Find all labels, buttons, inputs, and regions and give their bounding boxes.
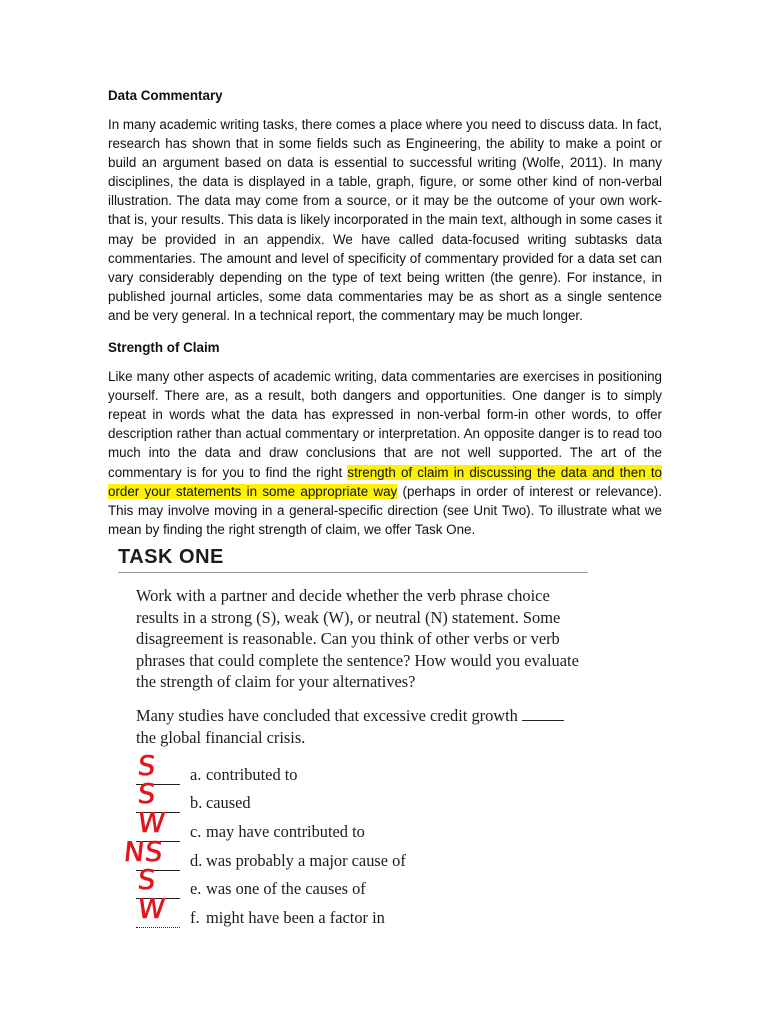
option-text: was probably a major cause of [206, 850, 406, 870]
handwritten-answer: S [136, 779, 157, 811]
document-body [108, 86, 662, 552]
prompt-text-before: Many studies have concluded that excessive credit growth [136, 705, 522, 725]
answer-options [122, 750, 588, 928]
paragraph-text-after: (perhaps in order of interest or relevance). This may involve moving in a general-specific direction (see Unit Two). To illustrate what we mean by finding the right strength of claim, we offer Task One. [108, 483, 662, 537]
option-text: was one of the causes of [206, 879, 366, 899]
option-text: might have been a factor in [206, 907, 385, 927]
prompt-text-after: the global financial crisis. [136, 727, 306, 747]
option-letter: e. [190, 879, 202, 899]
handwritten-answer: S [136, 750, 157, 782]
task-one-excerpt [118, 544, 588, 928]
handwritten-answer: NS [122, 836, 165, 868]
paragraph-text-before: Like many other aspects of academic writing, data commentaries are exercises in positioning yourself. There are, as a result, both dangers and opportunities. One danger is to simply repeat in words what the data has expressed in non-verbal form-in other words, to offer description rather than actual commentary or interpretation. An opposite danger is to read too much into the data and draw conclusions that are not well supported. The art of the commentary is for you to find the right [108, 369, 662, 480]
strength-of-claim-paragraph [108, 367, 662, 539]
option-letter: a. [190, 764, 202, 784]
highlighted-text: strength of claim in discussing the data and then to order your statements in some appropriate way [108, 464, 662, 499]
section-heading-strength-of-claim: Strength of Claim [108, 340, 220, 356]
section-heading-data-commentary: Data Commentary [108, 88, 223, 103]
option-b [136, 779, 588, 814]
handwritten-answer: W [136, 893, 167, 925]
task-prompt-sentence [136, 705, 588, 748]
prompt-blank [522, 706, 564, 721]
handwritten-answer: S [136, 865, 157, 897]
option-c [136, 807, 588, 842]
option-letter: f. [190, 907, 200, 927]
option-letter: d. [190, 850, 203, 870]
option-f [136, 893, 588, 928]
option-text: caused [206, 793, 251, 813]
task-title: TASK ONE [118, 544, 588, 573]
option-text: may have contributed to [206, 821, 365, 841]
answer-blank [136, 893, 180, 928]
task-instructions: Work with a partner and decide whether the verb phrase choice results in a strong (S), weak (W), or neutral (N) statement. Some disagreement is reasonable. Can you think of other verbs or verb phrases that could complete the sentence? How would you evaluate the strength of claim for your alternatives? [136, 586, 579, 692]
handwritten-answer: W [136, 807, 167, 839]
option-d [122, 836, 588, 871]
data-commentary-paragraph: In many academic writing tasks, there comes a place where you need to discuss data. In fact, research has shown that in some fields such as Engineering, the ability to make a point or build an argument based on data is essential to successful writing (Wolfe, 2011). In many disciplines, the data is displayed in a table, graph, figure, or some other kind of non-verbal illustration. The data may come from a source, or it may be the outcome of your own work-that is, your results. This data is likely incorporated in the main text, although in some cases it may be provided in an appendix. We have called data-focused writing subtasks data commentaries. The amount and level of specificity of commentary provided for a data set can vary considerably depending on the type of text being written (the genre). For instance, in published journal articles, some data commentaries may be as short as a single sentence and be very general. In a technical report, the commentary may be much longer. [108, 117, 662, 323]
option-a [136, 750, 588, 785]
option-letter: c. [190, 821, 202, 841]
option-e [136, 865, 588, 900]
option-letter: b. [190, 793, 203, 813]
option-text: contributed to [206, 764, 298, 784]
